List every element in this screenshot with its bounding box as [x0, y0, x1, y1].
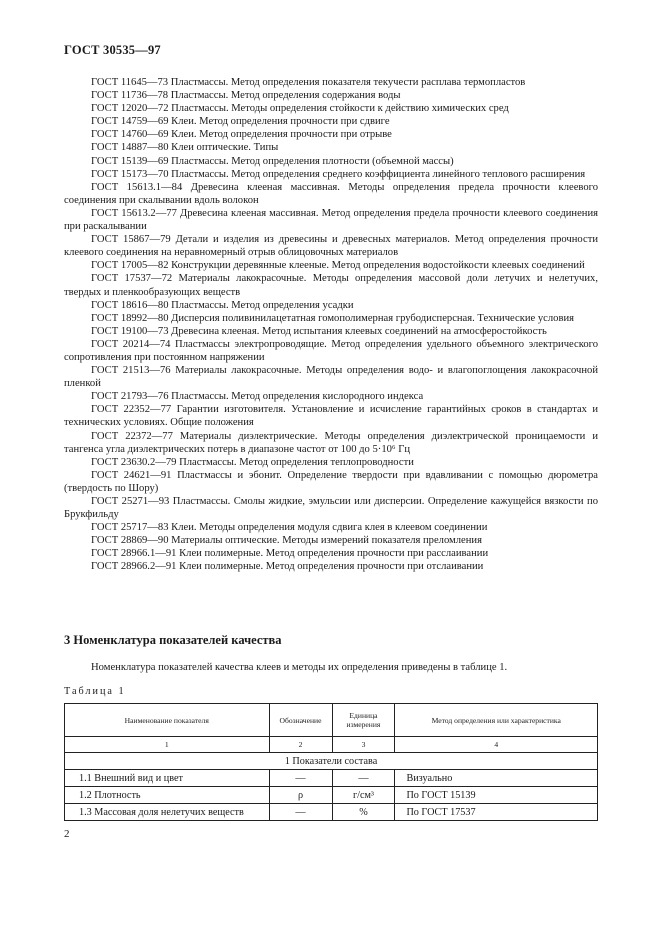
- table-cell: По ГОСТ 17537: [395, 804, 598, 821]
- table-cell: 1.2 Плотность: [65, 787, 270, 804]
- reference-item: ГОСТ 11736—78 Пластмассы. Метод определения содержания воды: [91, 90, 401, 102]
- reference-item: ГОСТ 14887—80 Клеи оптические. Типы: [91, 142, 279, 154]
- reference-list: [64, 76, 598, 574]
- quality-indicators-table: [64, 703, 598, 821]
- reference-item: ГОСТ 21513—76 Материалы лакокрасочные. Методы определения водо- и влагопоглощения лакокрасочной пленкой: [64, 365, 598, 390]
- column-number: 1: [65, 737, 270, 753]
- reference-item: ГОСТ 28966.1—91 Клеи полимерные. Метод определения прочности при расслаивании: [91, 548, 489, 560]
- table-row: [65, 787, 598, 804]
- table-cell: ρ: [269, 787, 332, 804]
- reference-item: ГОСТ 17537—72 Материалы лакокрасочные. Методы определения массовой доли летучих и нелетучих, твердых и пленкообразующих веществ: [64, 273, 598, 298]
- table-cell: 1.3 Массовая доля нелетучих веществ: [65, 804, 270, 821]
- document-header: ГОСТ 30535—97: [64, 43, 161, 57]
- table-cell: По ГОСТ 15139: [395, 787, 598, 804]
- table-cell: —: [269, 770, 332, 787]
- section-title: 3 Номенклатура показателей качества: [64, 633, 282, 647]
- table-caption: Таблица 1: [64, 686, 126, 697]
- reference-item: ГОСТ 25717—83 Клеи. Методы определения модуля сдвига клея в клеевом соединении: [91, 522, 488, 534]
- reference-item: ГОСТ 18616—80 Пластмассы. Метод определения усадки: [91, 299, 354, 311]
- table-cell: %: [332, 804, 395, 821]
- column-number: 3: [332, 737, 395, 753]
- table-row: [65, 770, 598, 787]
- table-group-row: [65, 753, 598, 770]
- reference-item: ГОСТ 23630.2—79 Пластмассы. Метод определения теплопроводности: [91, 456, 414, 468]
- table-cell: 1.1 Внешний вид и цвет: [65, 770, 270, 787]
- column-number: 4: [395, 737, 598, 753]
- reference-item: ГОСТ 15173—70 Пластмассы. Метод определения среднего коэффициента линейного теплового расширения: [91, 168, 586, 180]
- column-number: 2: [269, 737, 332, 753]
- reference-item: ГОСТ 12020—72 Пластмассы. Методы определения стойкости к действию химических сред: [91, 103, 509, 115]
- table-header-cell: Единица измерения: [332, 704, 395, 737]
- reference-item: ГОСТ 11645—73 Пластмассы. Метод определения показателя текучести расплава термопластов: [91, 77, 526, 88]
- table-header-cell: Метод определения или характеристика: [395, 704, 598, 737]
- table-header-cell: Наименование показателя: [65, 704, 270, 737]
- table-row: [65, 804, 598, 821]
- reference-item: ГОСТ 14759—69 Клеи. Метод определения прочности при сдвиге: [91, 116, 390, 128]
- reference-item: ГОСТ 14760—69 Клеи. Метод определения прочности при отрыве: [91, 129, 392, 141]
- table-cell: Визуально: [395, 770, 598, 787]
- reference-item: ГОСТ 18992—80 Дисперсия поливинилацетатная гомополимерная грубодисперсная. Технические условия: [91, 312, 574, 324]
- table-cell: —: [269, 804, 332, 821]
- reference-item: ГОСТ 22352—77 Гарантии изготовителя. Установление и исчисление гарантийных сроков в стандартах и технических условиях. Общие положения: [64, 404, 598, 429]
- section-text: Номенклатура показателей качества клеев и методы их определения приведены в таблице 1.: [91, 662, 508, 673]
- reference-item: ГОСТ 22372—77 Материалы диэлектрические. Методы определения диэлектрической проницаемости и тангенса угла диэлектрических потерь в диапазоне частот от 100 до 5·10⁶ Гц: [64, 430, 598, 455]
- page-number: 2: [64, 828, 70, 840]
- reference-item: ГОСТ 17005—82 Конструкции деревянные клееные. Метод определения водостойкости клеевых соединений: [91, 260, 585, 272]
- reference-item: ГОСТ 15139—69 Пластмассы. Метод определения плотности (объемной массы): [91, 155, 454, 167]
- reference-item: ГОСТ 15867—79 Детали и изделия из древесины и древесных материалов. Метод определения прочности клеевого соединения на неравномерный отрыв облицовочных материалов: [64, 234, 598, 259]
- reference-item: ГОСТ 15613.2—77 Древесина клееная массивная. Метод определения предела прочности клеевого соединения при раскалывании: [64, 207, 598, 233]
- table-cell: —: [332, 770, 395, 787]
- table-group-label: 1 Показатели состава: [65, 753, 598, 770]
- reference-item: ГОСТ 28869—90 Материалы оптические. Методы измерений показателя преломления: [91, 535, 482, 547]
- reference-item: ГОСТ 20214—74 Пластмассы электропроводящие. Метод определения удельного объемного электрического сопротивления при постоянном напряжении: [64, 338, 598, 363]
- reference-item: ГОСТ 15613.1—84 Древесина клееная массивная. Методы определения предела прочности клеевого соединения при скалывании вдоль волокон: [64, 181, 598, 206]
- reference-item: ГОСТ 28966.2—91 Клеи полимерные. Метод определения прочности при отслаивании: [91, 561, 484, 573]
- reference-item: ГОСТ 21793—76 Пластмассы. Метод определения кислородного индекса: [91, 391, 424, 403]
- table-header-row: [65, 704, 598, 737]
- reference-item: ГОСТ 25271—93 Пластмассы. Смолы жидкие, эмульсии или дисперсии. Определение кажущейся вязкости по Брукфильду: [64, 496, 598, 521]
- reference-item: ГОСТ 19100—73 Древесина клееная. Метод испытания клеевых соединений на атмосферостойкость: [91, 325, 547, 337]
- table-cell: г/см³: [332, 787, 395, 804]
- table-header-cell: Обозначение: [269, 704, 332, 737]
- reference-item: ГОСТ 24621—91 Пластмассы и эбонит. Определение твердости при вдавливании с помощью дюрометра (твердость по Шору): [64, 469, 598, 494]
- column-number-row: [65, 737, 598, 753]
